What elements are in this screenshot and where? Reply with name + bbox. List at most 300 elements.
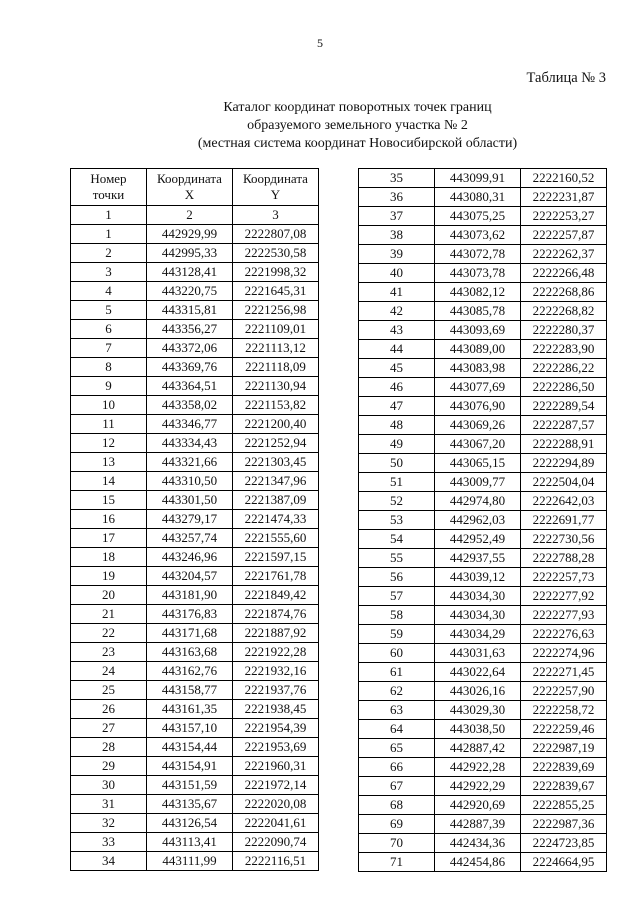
table-row [71, 491, 319, 510]
point-number-cell: 10 [71, 396, 147, 415]
y-coordinate-cell: 2222231,87 [521, 188, 607, 207]
y-coordinate-cell: 2222788,28 [521, 549, 607, 568]
y-coordinate-cell: 2222041,61 [233, 814, 319, 833]
title-line-3: (местная система координат Новосибирской области) [197, 136, 518, 151]
x-coordinate-cell: 443346,77 [147, 415, 233, 434]
table-row [359, 378, 607, 397]
x-coordinate-cell: 443158,77 [147, 681, 233, 700]
point-number-cell: 53 [359, 511, 435, 530]
table-row [359, 359, 607, 378]
point-number-cell: 62 [359, 682, 435, 701]
x-coordinate-cell: 443334,43 [147, 434, 233, 453]
x-coordinate-cell: 442887,42 [435, 739, 521, 758]
point-number-cell: 35 [359, 169, 435, 188]
table-row [359, 853, 607, 872]
table-row [71, 282, 319, 301]
x-coordinate-cell: 442887,39 [435, 815, 521, 834]
table-row [359, 264, 607, 283]
point-number-cell: 59 [359, 625, 435, 644]
point-number-cell: 52 [359, 492, 435, 511]
y-coordinate-cell: 2222987,19 [521, 739, 607, 758]
header-point-line1: Номер [90, 171, 127, 186]
y-coordinate-cell: 2222277,92 [521, 587, 607, 606]
table-row [359, 625, 607, 644]
y-coordinate-cell: 2222530,58 [233, 244, 319, 263]
y-coordinate-cell: 2222839,69 [521, 758, 607, 777]
x-coordinate-cell: 443162,76 [147, 662, 233, 681]
y-coordinate-cell: 2221645,31 [233, 282, 319, 301]
x-coordinate-cell: 443126,54 [147, 814, 233, 833]
point-number-cell: 58 [359, 606, 435, 625]
table-row [359, 321, 607, 340]
x-coordinate-cell: 443113,41 [147, 833, 233, 852]
y-coordinate-cell: 2221118,09 [233, 358, 319, 377]
coordinates-table-right [358, 168, 607, 872]
point-number-cell: 26 [71, 700, 147, 719]
x-coordinate-cell: 443077,69 [435, 378, 521, 397]
table-row [359, 549, 607, 568]
x-coordinate-cell: 443075,25 [435, 207, 521, 226]
point-number-cell: 2 [71, 244, 147, 263]
column-number-1: 1 [71, 206, 147, 225]
table-label: Таблица № 3 [526, 70, 606, 86]
x-coordinate-cell: 443034,30 [435, 606, 521, 625]
x-coordinate-cell: 443372,06 [147, 339, 233, 358]
point-number-cell: 32 [71, 814, 147, 833]
table-row [71, 795, 319, 814]
y-coordinate-cell: 2222268,82 [521, 302, 607, 321]
table-row [71, 662, 319, 681]
x-coordinate-cell: 443364,51 [147, 377, 233, 396]
x-coordinate-cell: 443067,20 [435, 435, 521, 454]
x-coordinate-cell: 443181,90 [147, 586, 233, 605]
y-coordinate-cell: 2221849,42 [233, 586, 319, 605]
table-row [71, 320, 319, 339]
table-row [359, 739, 607, 758]
y-coordinate-cell: 2221200,40 [233, 415, 319, 434]
y-coordinate-cell: 2221998,32 [233, 263, 319, 282]
table-row [71, 833, 319, 852]
y-coordinate-cell: 2222691,77 [521, 511, 607, 530]
y-coordinate-cell: 2222257,73 [521, 568, 607, 587]
x-coordinate-cell: 443099,91 [435, 169, 521, 188]
table-row [359, 473, 607, 492]
point-number-cell: 36 [359, 188, 435, 207]
point-number-cell: 38 [359, 226, 435, 245]
y-coordinate-cell: 2224664,95 [521, 853, 607, 872]
table-row [71, 225, 319, 244]
x-coordinate-cell: 443038,50 [435, 720, 521, 739]
x-coordinate-cell: 442922,28 [435, 758, 521, 777]
point-number-cell: 37 [359, 207, 435, 226]
table-row [359, 758, 607, 777]
point-number-cell: 49 [359, 435, 435, 454]
point-number-cell: 43 [359, 321, 435, 340]
point-number-cell: 30 [71, 776, 147, 795]
point-number-cell: 15 [71, 491, 147, 510]
point-number-cell: 57 [359, 587, 435, 606]
point-number-cell: 69 [359, 815, 435, 834]
table-row [359, 606, 607, 625]
x-coordinate-cell: 443301,50 [147, 491, 233, 510]
point-number-cell: 44 [359, 340, 435, 359]
table-row [71, 472, 319, 491]
x-coordinate-cell: 443135,67 [147, 795, 233, 814]
x-coordinate-cell: 443076,90 [435, 397, 521, 416]
point-number-cell: 4 [71, 282, 147, 301]
page-number: 5 [317, 36, 323, 50]
y-coordinate-cell: 2221303,45 [233, 453, 319, 472]
y-coordinate-cell: 2222253,27 [521, 207, 607, 226]
point-number-cell: 64 [359, 720, 435, 739]
x-coordinate-cell: 442952,49 [435, 530, 521, 549]
point-number-cell: 54 [359, 530, 435, 549]
x-coordinate-cell: 443321,66 [147, 453, 233, 472]
y-coordinate-cell: 2222288,91 [521, 435, 607, 454]
point-number-cell: 22 [71, 624, 147, 643]
x-coordinate-cell: 443257,74 [147, 529, 233, 548]
point-number-cell: 67 [359, 777, 435, 796]
point-number-cell: 16 [71, 510, 147, 529]
y-coordinate-cell: 2222020,08 [233, 795, 319, 814]
y-coordinate-cell: 2221761,78 [233, 567, 319, 586]
y-coordinate-cell: 2221953,69 [233, 738, 319, 757]
y-coordinate-cell: 2222289,54 [521, 397, 607, 416]
y-coordinate-cell: 2221960,31 [233, 757, 319, 776]
x-coordinate-cell: 442995,33 [147, 244, 233, 263]
point-number-cell: 31 [71, 795, 147, 814]
y-coordinate-cell: 2222280,37 [521, 321, 607, 340]
x-coordinate-cell: 443034,30 [435, 587, 521, 606]
x-coordinate-cell: 442454,86 [435, 853, 521, 872]
x-coordinate-cell: 443220,75 [147, 282, 233, 301]
left-table-body [71, 225, 319, 871]
table-row [359, 663, 607, 682]
point-number-cell: 25 [71, 681, 147, 700]
table-row [359, 644, 607, 663]
x-coordinate-cell: 443026,16 [435, 682, 521, 701]
table-row [359, 530, 607, 549]
table-title [0, 99, 640, 153]
table-row [359, 416, 607, 435]
y-coordinate-cell: 2222855,25 [521, 796, 607, 815]
x-coordinate-cell: 443083,98 [435, 359, 521, 378]
point-number-cell: 48 [359, 416, 435, 435]
point-number-cell: 20 [71, 586, 147, 605]
x-coordinate-cell: 443161,35 [147, 700, 233, 719]
y-coordinate-cell: 2222283,90 [521, 340, 607, 359]
x-coordinate-cell: 443176,83 [147, 605, 233, 624]
point-number-cell: 65 [359, 739, 435, 758]
point-number-cell: 5 [71, 301, 147, 320]
point-number-cell: 24 [71, 662, 147, 681]
point-number-cell: 55 [359, 549, 435, 568]
x-coordinate-cell: 443080,31 [435, 188, 521, 207]
point-number-cell: 3 [71, 263, 147, 282]
x-coordinate-cell: 442937,55 [435, 549, 521, 568]
table-row [71, 814, 319, 833]
x-coordinate-cell: 443073,78 [435, 264, 521, 283]
x-coordinate-cell: 443279,17 [147, 510, 233, 529]
point-number-cell: 9 [71, 377, 147, 396]
x-coordinate-cell: 443111,99 [147, 852, 233, 871]
x-coordinate-cell: 443089,00 [435, 340, 521, 359]
point-number-cell: 51 [359, 473, 435, 492]
y-coordinate-cell: 2221109,01 [233, 320, 319, 339]
table-row [71, 605, 319, 624]
table-row [71, 681, 319, 700]
point-number-cell: 39 [359, 245, 435, 264]
table-row [71, 852, 319, 871]
y-coordinate-cell: 2222258,72 [521, 701, 607, 720]
y-coordinate-cell: 2221256,98 [233, 301, 319, 320]
y-coordinate-cell: 2222262,37 [521, 245, 607, 264]
y-coordinate-cell: 2221972,14 [233, 776, 319, 795]
table-row [71, 339, 319, 358]
header-y-line2: Y [270, 187, 281, 202]
y-coordinate-cell: 2221474,33 [233, 510, 319, 529]
right-table-body [359, 169, 607, 872]
y-coordinate-cell: 2222287,57 [521, 416, 607, 435]
point-number-cell: 27 [71, 719, 147, 738]
point-number-cell: 7 [71, 339, 147, 358]
table-row [71, 586, 319, 605]
table-row [71, 301, 319, 320]
table-row [71, 396, 319, 415]
header-x-line2: X [184, 187, 195, 202]
x-coordinate-cell: 443069,26 [435, 416, 521, 435]
table-row [71, 415, 319, 434]
y-coordinate-cell: 2222987,36 [521, 815, 607, 834]
header-y-line1: Координата [243, 171, 308, 186]
x-coordinate-cell: 443154,44 [147, 738, 233, 757]
x-coordinate-cell: 443029,30 [435, 701, 521, 720]
point-number-cell: 28 [71, 738, 147, 757]
y-coordinate-cell: 2221387,09 [233, 491, 319, 510]
table-row [359, 682, 607, 701]
table-row [71, 358, 319, 377]
y-coordinate-cell: 2222504,04 [521, 473, 607, 492]
title-line-2: образуемого земельного участка № 2 [247, 118, 468, 133]
x-coordinate-cell: 443163,68 [147, 643, 233, 662]
table-row [359, 226, 607, 245]
point-number-cell: 41 [359, 283, 435, 302]
y-coordinate-cell: 2221347,96 [233, 472, 319, 491]
x-coordinate-cell: 443082,12 [435, 283, 521, 302]
table-row [71, 776, 319, 795]
point-number-cell: 14 [71, 472, 147, 491]
header-row [71, 169, 319, 206]
table-row [359, 169, 607, 188]
x-coordinate-cell: 443204,57 [147, 567, 233, 586]
table-row [71, 453, 319, 472]
x-coordinate-cell: 443151,59 [147, 776, 233, 795]
y-coordinate-cell: 2221874,76 [233, 605, 319, 624]
point-number-cell: 23 [71, 643, 147, 662]
x-coordinate-cell: 443085,78 [435, 302, 521, 321]
y-coordinate-cell: 2221130,94 [233, 377, 319, 396]
column-number-3: 3 [233, 206, 319, 225]
y-coordinate-cell: 2221932,16 [233, 662, 319, 681]
point-number-cell: 68 [359, 796, 435, 815]
point-number-cell: 17 [71, 529, 147, 548]
point-number-cell: 33 [71, 833, 147, 852]
y-coordinate-cell: 2221597,15 [233, 548, 319, 567]
table-row [359, 511, 607, 530]
point-number-cell: 1 [71, 225, 147, 244]
table-row [71, 510, 319, 529]
coordinates-table-left [70, 168, 319, 871]
x-coordinate-cell: 443171,68 [147, 624, 233, 643]
y-coordinate-cell: 2221887,92 [233, 624, 319, 643]
x-coordinate-cell: 443093,69 [435, 321, 521, 340]
point-number-cell: 19 [71, 567, 147, 586]
x-coordinate-cell: 443157,10 [147, 719, 233, 738]
x-coordinate-cell: 443034,29 [435, 625, 521, 644]
x-coordinate-cell: 443358,02 [147, 396, 233, 415]
y-coordinate-cell: 2222642,03 [521, 492, 607, 511]
point-number-cell: 56 [359, 568, 435, 587]
y-coordinate-cell: 2222257,90 [521, 682, 607, 701]
y-coordinate-cell: 2222839,67 [521, 777, 607, 796]
x-coordinate-cell: 443073,62 [435, 226, 521, 245]
header-coordinate-y [233, 169, 319, 206]
y-coordinate-cell: 2222276,63 [521, 625, 607, 644]
point-number-cell: 12 [71, 434, 147, 453]
table-row [359, 815, 607, 834]
point-number-cell: 71 [359, 853, 435, 872]
table-row [71, 757, 319, 776]
x-coordinate-cell: 442434,36 [435, 834, 521, 853]
table-row [71, 700, 319, 719]
point-number-cell: 40 [359, 264, 435, 283]
point-number-cell: 45 [359, 359, 435, 378]
point-number-cell: 63 [359, 701, 435, 720]
point-number-cell: 47 [359, 397, 435, 416]
point-number-cell: 8 [71, 358, 147, 377]
x-coordinate-cell: 443128,41 [147, 263, 233, 282]
header-point-line2: точки [92, 187, 125, 202]
y-coordinate-cell: 2222116,51 [233, 852, 319, 871]
y-coordinate-cell: 2221922,28 [233, 643, 319, 662]
point-number-cell: 61 [359, 663, 435, 682]
x-coordinate-cell: 443356,27 [147, 320, 233, 339]
point-number-cell: 50 [359, 454, 435, 473]
x-coordinate-cell: 443031,63 [435, 644, 521, 663]
table-row [359, 207, 607, 226]
y-coordinate-cell: 2224723,85 [521, 834, 607, 853]
table-row [359, 340, 607, 359]
table-row [359, 701, 607, 720]
table-row [359, 720, 607, 739]
table-row [359, 397, 607, 416]
y-coordinate-cell: 2222268,86 [521, 283, 607, 302]
y-coordinate-cell: 2222807,08 [233, 225, 319, 244]
table-row [359, 435, 607, 454]
x-coordinate-cell: 442920,69 [435, 796, 521, 815]
x-coordinate-cell: 442922,29 [435, 777, 521, 796]
table-row [71, 244, 319, 263]
y-coordinate-cell: 2222259,46 [521, 720, 607, 739]
column-number-row [71, 206, 319, 225]
x-coordinate-cell: 442929,99 [147, 225, 233, 244]
y-coordinate-cell: 2222257,87 [521, 226, 607, 245]
x-coordinate-cell: 443022,64 [435, 663, 521, 682]
y-coordinate-cell: 2221153,82 [233, 396, 319, 415]
x-coordinate-cell: 443310,50 [147, 472, 233, 491]
y-coordinate-cell: 2222274,96 [521, 644, 607, 663]
table-row [71, 377, 319, 396]
table-row [359, 283, 607, 302]
y-coordinate-cell: 2222294,89 [521, 454, 607, 473]
y-coordinate-cell: 2221113,12 [233, 339, 319, 358]
table-row [359, 834, 607, 853]
point-number-cell: 66 [359, 758, 435, 777]
x-coordinate-cell: 443369,76 [147, 358, 233, 377]
y-coordinate-cell: 2221252,94 [233, 434, 319, 453]
y-coordinate-cell: 2221555,60 [233, 529, 319, 548]
table-row [71, 567, 319, 586]
x-coordinate-cell: 442962,03 [435, 511, 521, 530]
table-row [359, 302, 607, 321]
table-row [71, 624, 319, 643]
y-coordinate-cell: 2221938,45 [233, 700, 319, 719]
y-coordinate-cell: 2222277,93 [521, 606, 607, 625]
column-number-2: 2 [147, 206, 233, 225]
table-row [359, 188, 607, 207]
table-row [359, 796, 607, 815]
x-coordinate-cell: 443246,96 [147, 548, 233, 567]
table-row [359, 454, 607, 473]
x-coordinate-cell: 443315,81 [147, 301, 233, 320]
y-coordinate-cell: 2222090,74 [233, 833, 319, 852]
point-number-cell: 11 [71, 415, 147, 434]
x-coordinate-cell: 443039,12 [435, 568, 521, 587]
x-coordinate-cell: 443072,78 [435, 245, 521, 264]
table-row [71, 529, 319, 548]
table-row [359, 777, 607, 796]
table-row [71, 434, 319, 453]
point-number-cell: 34 [71, 852, 147, 871]
point-number-cell: 60 [359, 644, 435, 663]
x-coordinate-cell: 443154,91 [147, 757, 233, 776]
title-line-1: Каталог координат поворотных точек границ [223, 100, 492, 115]
y-coordinate-cell: 2222160,52 [521, 169, 607, 188]
header-point-number [71, 169, 147, 206]
point-number-cell: 18 [71, 548, 147, 567]
table-row [71, 263, 319, 282]
header-x-line1: Координата [157, 171, 222, 186]
y-coordinate-cell: 2222730,56 [521, 530, 607, 549]
x-coordinate-cell: 443065,15 [435, 454, 521, 473]
x-coordinate-cell: 442974,80 [435, 492, 521, 511]
y-coordinate-cell: 2222286,50 [521, 378, 607, 397]
point-number-cell: 46 [359, 378, 435, 397]
point-number-cell: 13 [71, 453, 147, 472]
table-row [359, 492, 607, 511]
table-row [71, 738, 319, 757]
table-row [359, 587, 607, 606]
header-coordinate-x [147, 169, 233, 206]
y-coordinate-cell: 2221954,39 [233, 719, 319, 738]
point-number-cell: 70 [359, 834, 435, 853]
y-coordinate-cell: 2222266,48 [521, 264, 607, 283]
x-coordinate-cell: 443009,77 [435, 473, 521, 492]
y-coordinate-cell: 2222271,45 [521, 663, 607, 682]
point-number-cell: 21 [71, 605, 147, 624]
point-number-cell: 6 [71, 320, 147, 339]
table-row [359, 245, 607, 264]
